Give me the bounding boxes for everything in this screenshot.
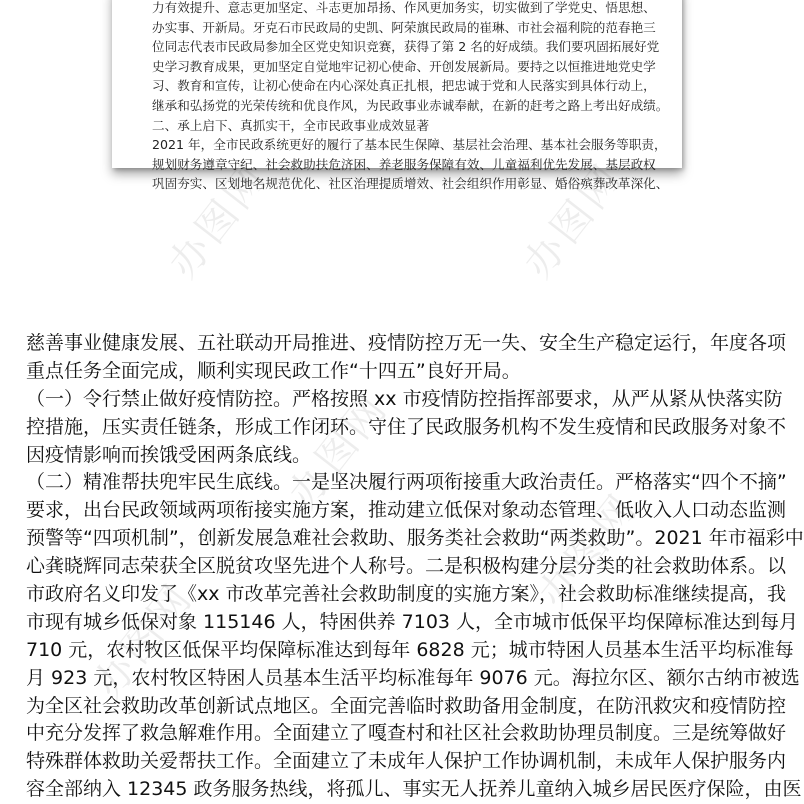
body-line: 因疫情影响而挨饿受困两条底线。 — [26, 443, 312, 466]
preview-line: 继承和弘扬党的光荣传统和优良作风，为民政事业赤诚奉献，在新的赶考之路上考出好成绩。 — [152, 97, 669, 113]
body-line: 要求，出台民政领域两项衔接实施方案，推动建立低保对象动态管理、低收入人口动态监测 — [26, 499, 787, 522]
preview-line: 巩固夯实、区划地名规范优化、社区治理提质增效、社会组织作用彰显、婚俗殡葬改革深化、 — [152, 176, 669, 192]
preview-line: 史学习教育成果，更加坚定自觉地牢记初心使命、开创发展新局。要持之以恒推进地党史学 — [152, 58, 656, 74]
watermark: 办图网 — [515, 154, 633, 287]
preview-page-text — [152, 0, 672, 194]
body-line: 月 923 元，农村牧区特困人员基本生活平均标准每年 9076 元。海拉尔区、额尔古纳市被选 — [26, 666, 800, 689]
preview-line: 习、教育和宣传，让初心使命在内心深处真正扎根，把忠诚于党和人民落实到具体行动上， — [152, 78, 656, 94]
body-line: 市现有城乡低保对象 115146 人，特困供养 7103 人，全市城市低保平均保障标准达到每月 — [26, 610, 799, 633]
body-line: 市政府名义印发了《xx 市改革完善社会救助制度的实施方案》，社会救助标准继续提高，我 — [26, 583, 787, 606]
body-subheading-line: （二）精准帮扶兜牢民生底线。一是坚决履行两项衔接重大政治责任。严格落实“四个不摘” — [26, 471, 787, 494]
body-line: 预警等“四项机制”，创新发展急难社会救助、服务类社会救助“两类救助”。2021 年市福彩中 — [26, 527, 804, 550]
document-body-text — [26, 330, 804, 804]
body-line: 容全部纳入 12345 政务服务热线，将孤儿、事实无人抚养儿童纳入城乡居民医疗保险，由医 — [26, 778, 802, 801]
body-line: 慈善事业健康发展、五社联动开局推进、疫情防控万无一失、安全生产稳定运行，年度各项 — [26, 332, 787, 354]
body-line: 心龚晓辉同志荣获全区脱贫攻坚先进个人称号。二是积极构建分层分类的社会救助体系。以 — [26, 555, 787, 578]
document-preview-card — [112, 0, 682, 192]
watermark: 办图网 — [530, 484, 648, 617]
body-line: 为全区社会救助改革创新试点地区。全面完善临时救助备用金制度，在防汛救灾和疫情防控 — [26, 694, 787, 717]
preview-line: 办实事、开新局。牙克石市民政局的史凯、阿荣旗民政局的崔琳、市社会福利院的范春艳三 — [152, 19, 656, 35]
preview-line: 位同志代表市民政局参加全区党史知识竞赛，获得了第 2 名的好成绩。我们要巩固拓展好党 — [152, 39, 660, 55]
preview-line: 2021 年，全市民政系统更好的履行了基本民生保障、基层社会治理、基本社会服务等职责， — [152, 137, 667, 153]
watermark: 办图网 — [160, 154, 278, 287]
watermark: 办图网 — [280, 384, 398, 517]
body-subheading-line: （一）令行禁止做好疫情防控。严格按照 xx 市疫情防控指挥部要求，从严从紧从快落实防 — [26, 387, 783, 410]
body-line: 特殊群体救助关爱帮扶工作。全面建立了未成年人保护工作协调机制，未成年人保护服务内 — [26, 750, 787, 773]
body-line: 710 元，农村牧区低保平均保障标准达到每年 6828 元；城市特困人员基本生活平均标准每 — [26, 638, 794, 661]
preview-section-heading: 二、承上启下、真抓实干，全市民政事业成效显著 — [152, 117, 430, 133]
preview-line: 力有效提升、意志更加坚定、斗志更加昂扬、作风更加务实，切实做到了学党史、悟思想、 — [152, 0, 656, 15]
body-line: 重点任务全面完成，顺利实现民政工作“十四五”良好开局。 — [26, 359, 521, 382]
preview-line: 规划财务遵章守纪、社会救助扶危济困、养老服务保障有效、儿童福利优先发展、基层政权 — [152, 156, 656, 172]
body-line: 控措施，压实责任链条，形成工作闭环。守住了民政服务机构不发生疫情和民政服务对象不 — [26, 415, 787, 438]
body-line: 中充分发挥了救急解难作用。全面建立了嘎查村和社区社会救助协理员制度。三是统筹做好 — [26, 722, 787, 745]
watermark: 办图网 — [85, 574, 203, 707]
